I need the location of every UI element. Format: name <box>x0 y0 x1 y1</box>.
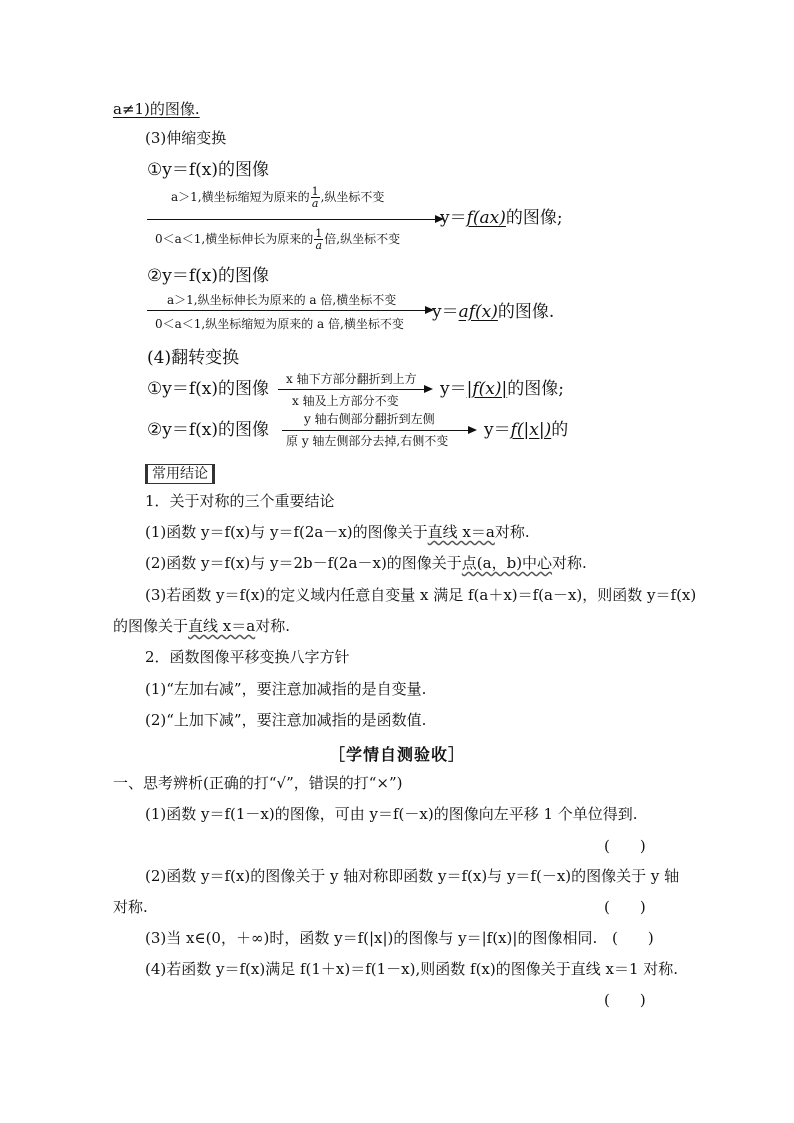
c1-title: 1．关于对称的三个重要结论 <box>145 492 335 510</box>
f1-below: x 轴及上方部分不变 <box>292 394 399 408</box>
c2-item1: (1)“左加右减”，要注意加减指的是自变量. <box>145 680 427 698</box>
q1-answer-paren: ( ) <box>604 837 646 855</box>
s1-frac-2: $\frac{1}{a}$ <box>315 227 323 252</box>
c1-item1: (1)函数 y＝f(x)与 y＝f(2a－x)的图像关于直线 x＝a对称. <box>145 523 530 541</box>
section-title: ［学情自测验收］ <box>328 745 465 764</box>
f1-above: x 轴下方部分翻折到上方 <box>286 372 417 386</box>
f1-result: y＝|f(x)|的图像; <box>440 379 564 399</box>
q3-answer-paren: ( ) <box>612 929 654 947</box>
s1-frac-1: $\frac{1}{a}$ <box>311 185 319 210</box>
q2-answer-paren: ( ) <box>604 898 646 916</box>
s2-lead: ②y＝f(x)的图像 <box>147 266 269 286</box>
quiz-title: 一、思考辨析(正确的打“√”，错误的打“×”) <box>113 774 403 792</box>
q1-text: (1)函数 y＝f(1－x)的图像，可由 y＝f(－x)的图像向左平移 1 个单位得到. <box>145 805 638 823</box>
s2-above: a＞1,纵坐标伸长为原来的 a 倍,横坐标不变 <box>167 293 397 307</box>
q2-text-line1: (2)函数 y＝f(x)的图像关于 y 轴对称即函数 y＝f(x)与 y＝f(－x)的图像关于 y 轴 <box>145 867 680 885</box>
s1-lead: ①y＝f(x)的图像 <box>147 160 269 180</box>
s1-result: y＝f(ax)的图像; <box>440 208 563 228</box>
q4-answer-paren: ( ) <box>604 991 646 1009</box>
f2-result: y＝f(|x|)的 <box>484 420 569 440</box>
item4-title: (4)翻转变换 <box>147 348 240 368</box>
c1-item3-line1: (3)若函数 y＝f(x)的定义域内任意自变量 x 满足 f(a＋x)＝f(a－x)，则函数 y＝f(x) <box>145 586 697 604</box>
top-fragment: a≠1)的图像. <box>113 100 200 118</box>
f2-below: 原 y 轴左侧部分去掉,右侧不变 <box>286 434 449 448</box>
c2-item2: (2)“上加下减”，要注意加减指的是函数值. <box>145 711 427 729</box>
q3-text: (3)当 x∈(0，＋∞)时，函数 y＝f(|x|)的图像与 y＝|f(x)|的图像相同. <box>145 929 598 947</box>
conclusion-tag: 常用结论 <box>145 464 215 484</box>
f2-lead: ②y＝f(x)的图像 <box>147 420 269 440</box>
s2-below: 0＜a＜1,纵坐标缩短为原来的 a 倍,横坐标不变 <box>155 317 404 331</box>
q2-text-line2: 对称. <box>113 898 148 916</box>
s2-result: y＝af(x)的图像. <box>432 302 555 322</box>
c2-title: 2．函数图像平移变换八字方针 <box>145 648 350 666</box>
c1-item3-line2: 的图像关于直线 x＝a对称. <box>113 617 290 635</box>
f2-above: y 轴右侧部分翻折到左侧 <box>304 412 435 426</box>
q4-text: (4)若函数 y＝f(x)满足 f(1＋x)＝f(1－x),则函数 f(x)的图像关于直线 x＝1 对称. <box>145 960 679 978</box>
item3-title: (3)伸缩变换 <box>145 129 227 147</box>
s1-above: a＞1,横坐标缩短为原来的 $\frac{1}{a}$ ,纵坐标不变 <box>171 185 385 210</box>
f1-lead: ①y＝f(x)的图像 <box>147 379 269 399</box>
c1-item2: (2)函数 y＝f(x)与 y＝2b－f(2a－x)的图像关于点(a，b)中心对称. <box>145 554 587 572</box>
s1-below: 0＜a＜1,横坐标伸长为原来的 $\frac{1}{a}$ 倍,纵坐标不变 <box>155 227 401 252</box>
